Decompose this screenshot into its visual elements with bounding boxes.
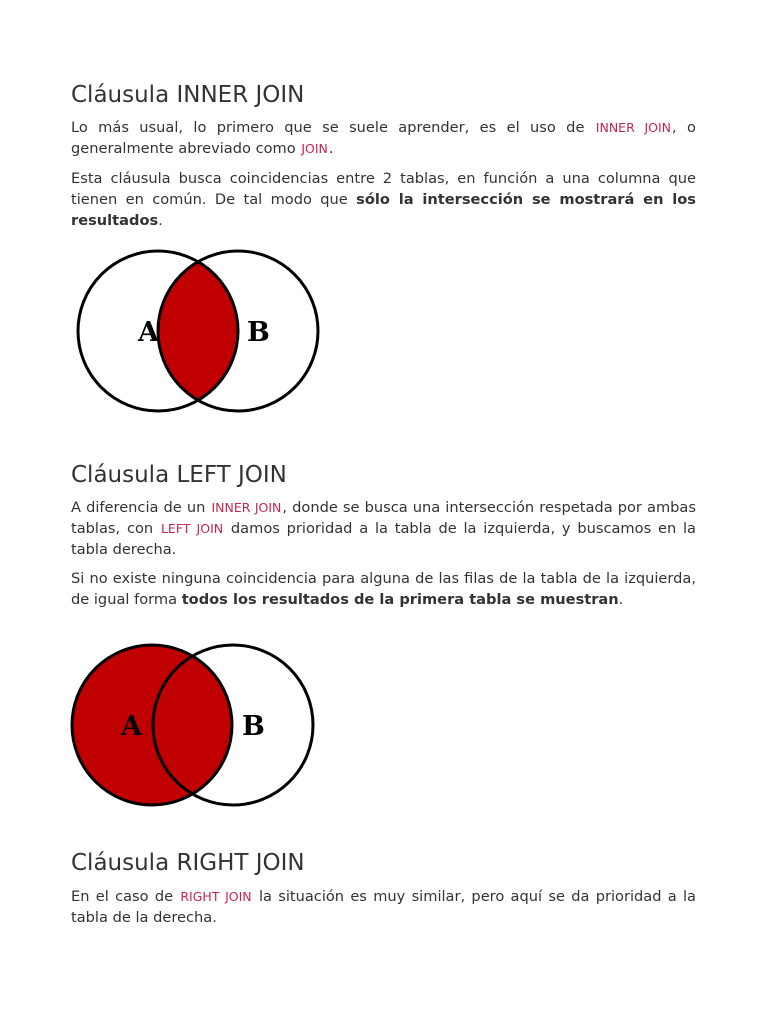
code-inner-join: INNER JOIN bbox=[595, 120, 672, 135]
left-join-heading: Cláusula LEFT JOIN bbox=[71, 462, 287, 488]
inner-join-paragraph-1 bbox=[71, 117, 696, 159]
code-left-join: LEFT JOIN bbox=[160, 521, 224, 536]
code-inner-join: INNER JOIN bbox=[211, 500, 282, 515]
right-join-paragraph-1 bbox=[71, 886, 696, 928]
inner-join-heading: Cláusula INNER JOIN bbox=[71, 82, 305, 108]
bold-text: sólo la intersección se mostrará en los resultados bbox=[71, 191, 696, 229]
left-join-paragraph-1 bbox=[71, 497, 696, 560]
inner-join-paragraph-2 bbox=[71, 168, 696, 231]
code-join: JOIN bbox=[301, 141, 328, 156]
text-segment: A diferencia de un bbox=[71, 499, 211, 516]
inner-join-venn-diagram bbox=[75, 246, 323, 418]
left-join-paragraph-2 bbox=[71, 568, 696, 610]
text-segment: En el caso de bbox=[71, 888, 180, 905]
text-segment: Lo más usual, lo primero que se suele aprender, es el uso de bbox=[71, 119, 595, 136]
bold-text: todos los resultados de la primera tabla se muestran bbox=[181, 591, 619, 608]
left-join-venn-diagram bbox=[70, 640, 318, 812]
text-segment: . bbox=[158, 212, 163, 229]
text-segment: la situación es muy similar, pero aquí se da prioridad a la tabla de la derecha. bbox=[71, 888, 696, 926]
label-a: A bbox=[121, 711, 142, 742]
text-segment: damos prioridad a la tabla de la izquierda, y buscamos en la tabla derecha. bbox=[71, 520, 696, 558]
right-join-heading: Cláusula RIGHT JOIN bbox=[71, 850, 305, 876]
text-segment: Si no existe ninguna coincidencia para alguna de las filas de la tabla de la izquierda, de igual forma bbox=[71, 570, 696, 608]
label-b: B bbox=[247, 317, 270, 348]
text-segment: , donde se busca una intersección respetada por ambas tablas, con bbox=[71, 499, 696, 537]
label-a: A bbox=[138, 317, 159, 348]
text-segment: Esta cláusula busca coincidencias entre 2 tablas, en función a una columna que tienen en común. De tal modo que bbox=[71, 170, 696, 208]
code-right-join: RIGHT JOIN bbox=[180, 889, 252, 904]
label-b: B bbox=[242, 711, 265, 742]
text-segment: , o generalmente abreviado como bbox=[71, 119, 696, 157]
text-segment: . bbox=[618, 591, 624, 608]
text-segment: . bbox=[328, 140, 334, 157]
